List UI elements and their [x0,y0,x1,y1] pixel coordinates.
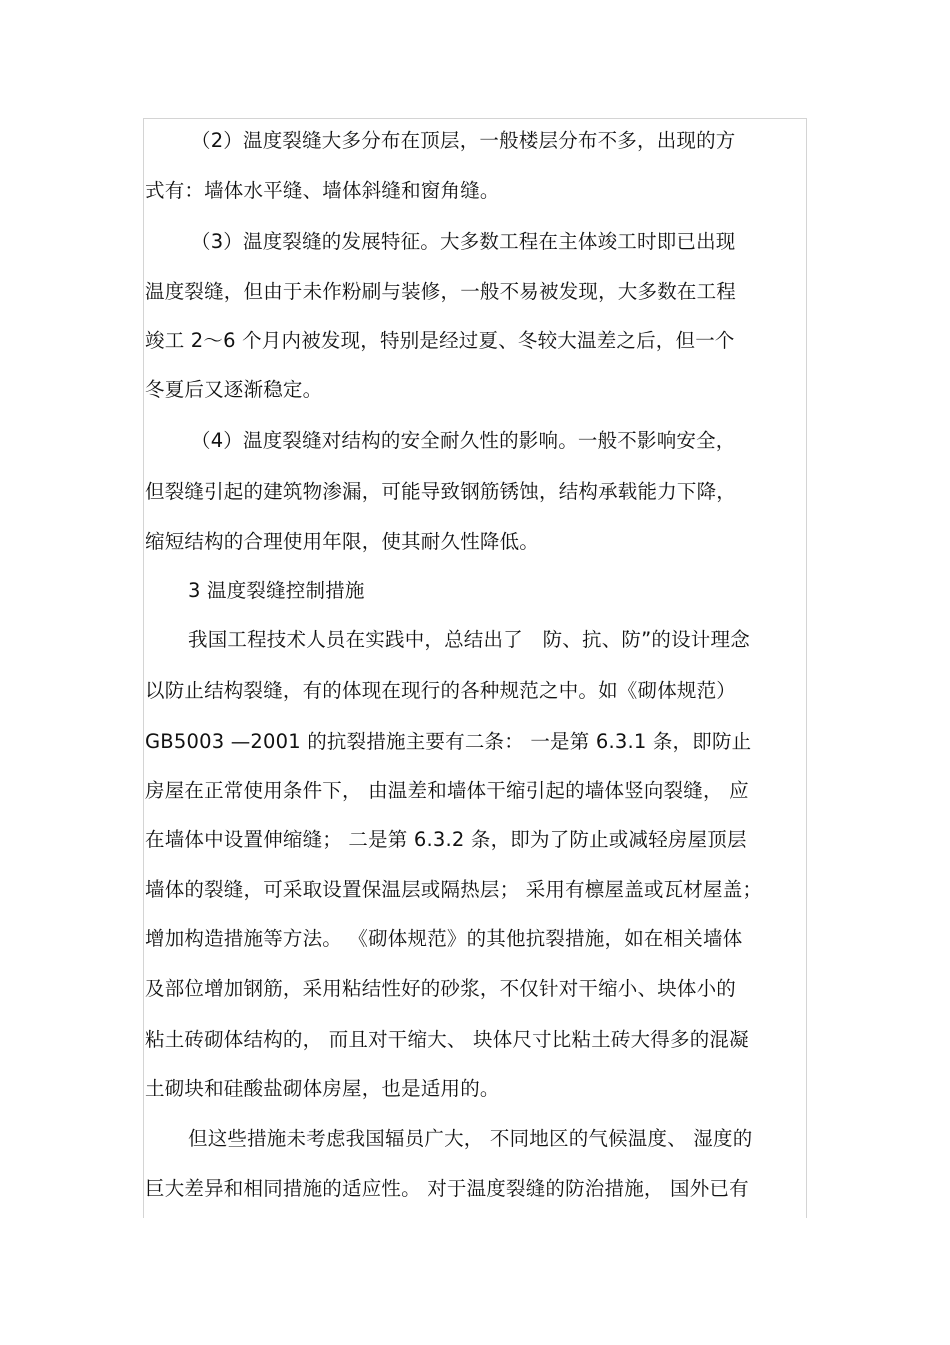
paragraph-5-line-7: 增加构造措施等方法。 《砌体规范》的其他抗裂措施，如在相关墙体 [145,927,743,950]
paragraph-4-line-3: 缩短结构的合理使用年限，使其耐久性降低。 [145,530,540,553]
paragraph-2-line-1: （2）温度裂缝大多分布在顶层，一般楼层分布不多，出现的方 [191,129,736,152]
paragraph-5-line-5: 在墙体中设置伸缩缝； 二是第 6.3.2 条，即为了防止或减轻房屋顶层 [145,828,747,851]
paragraph-6-line-2: 巨大差异和相同措施的适应性。 对于温度裂缝的防治措施， 国外已有 [145,1177,749,1200]
paragraph-3-line-4: 冬夏后又逐渐稳定。 [145,378,323,401]
paragraph-3-line-1: （3）温度裂缝的发展特征。大多数工程在主体竣工时即已出现 [191,230,736,253]
paragraph-6-line-1: 但这些措施未考虑我国辐员广大， 不同地区的气候温度、 湿度的 [188,1127,753,1150]
paragraph-2-line-2: 式有：墙体水平缝、墙体斜缝和窗角缝。 [145,179,500,202]
section-heading: 3 温度裂缝控制措施 [188,579,365,602]
paragraph-5-line-10: 土砌块和硅酸盐砌体房屋，也是适用的。 [145,1077,500,1100]
paragraph-4-line-1: （4）温度裂缝对结构的安全耐久性的影响。一般不影响安全， [191,429,736,452]
paragraph-5-line-4: 房屋在正常使用条件下， 由温差和墙体干缩引起的墙体竖向裂缝， 应 [145,779,749,802]
paragraph-5-line-8: 及部位增加钢筋，采用粘结性好的砂浆，不仅针对干缩小、块体小的 [145,977,737,1000]
paragraph-5-line-3: GB5003 —2001 的抗裂措施主要有二条： 一是第 6.3.1 条，即防止 [145,730,752,753]
paragraph-3-line-2: 温度裂缝，但由于未作粉刷与装修，一般不易被发现，大多数在工程 [145,280,737,303]
paragraph-3-line-3: 竣工 2～6 个月内被发现，特别是经过夏、冬较大温差之后，但一个 [145,329,735,352]
paragraph-5-line-6: 墙体的裂缝，可采取设置保温层或隔热层； 采用有檩屋盖或瓦材屋盖； [145,878,763,901]
paragraph-5-line-2: 以防止结构裂缝，有的体现在现行的各种规范之中。如《砌体规范） [145,679,737,702]
paragraph-4-line-2: 但裂缝引起的建筑物渗漏，可能导致钢筋锈蚀，结构承载能力下降， [145,480,737,503]
paragraph-5-line-9: 粘土砖砌体结构的， 而且对干缩大、 块体尺寸比粘土砖大得多的混凝 [145,1028,749,1051]
paragraph-5-line-1: 我国工程技术人员在实践中，总结出了 防、抗、防”的设计理念 [188,628,750,651]
